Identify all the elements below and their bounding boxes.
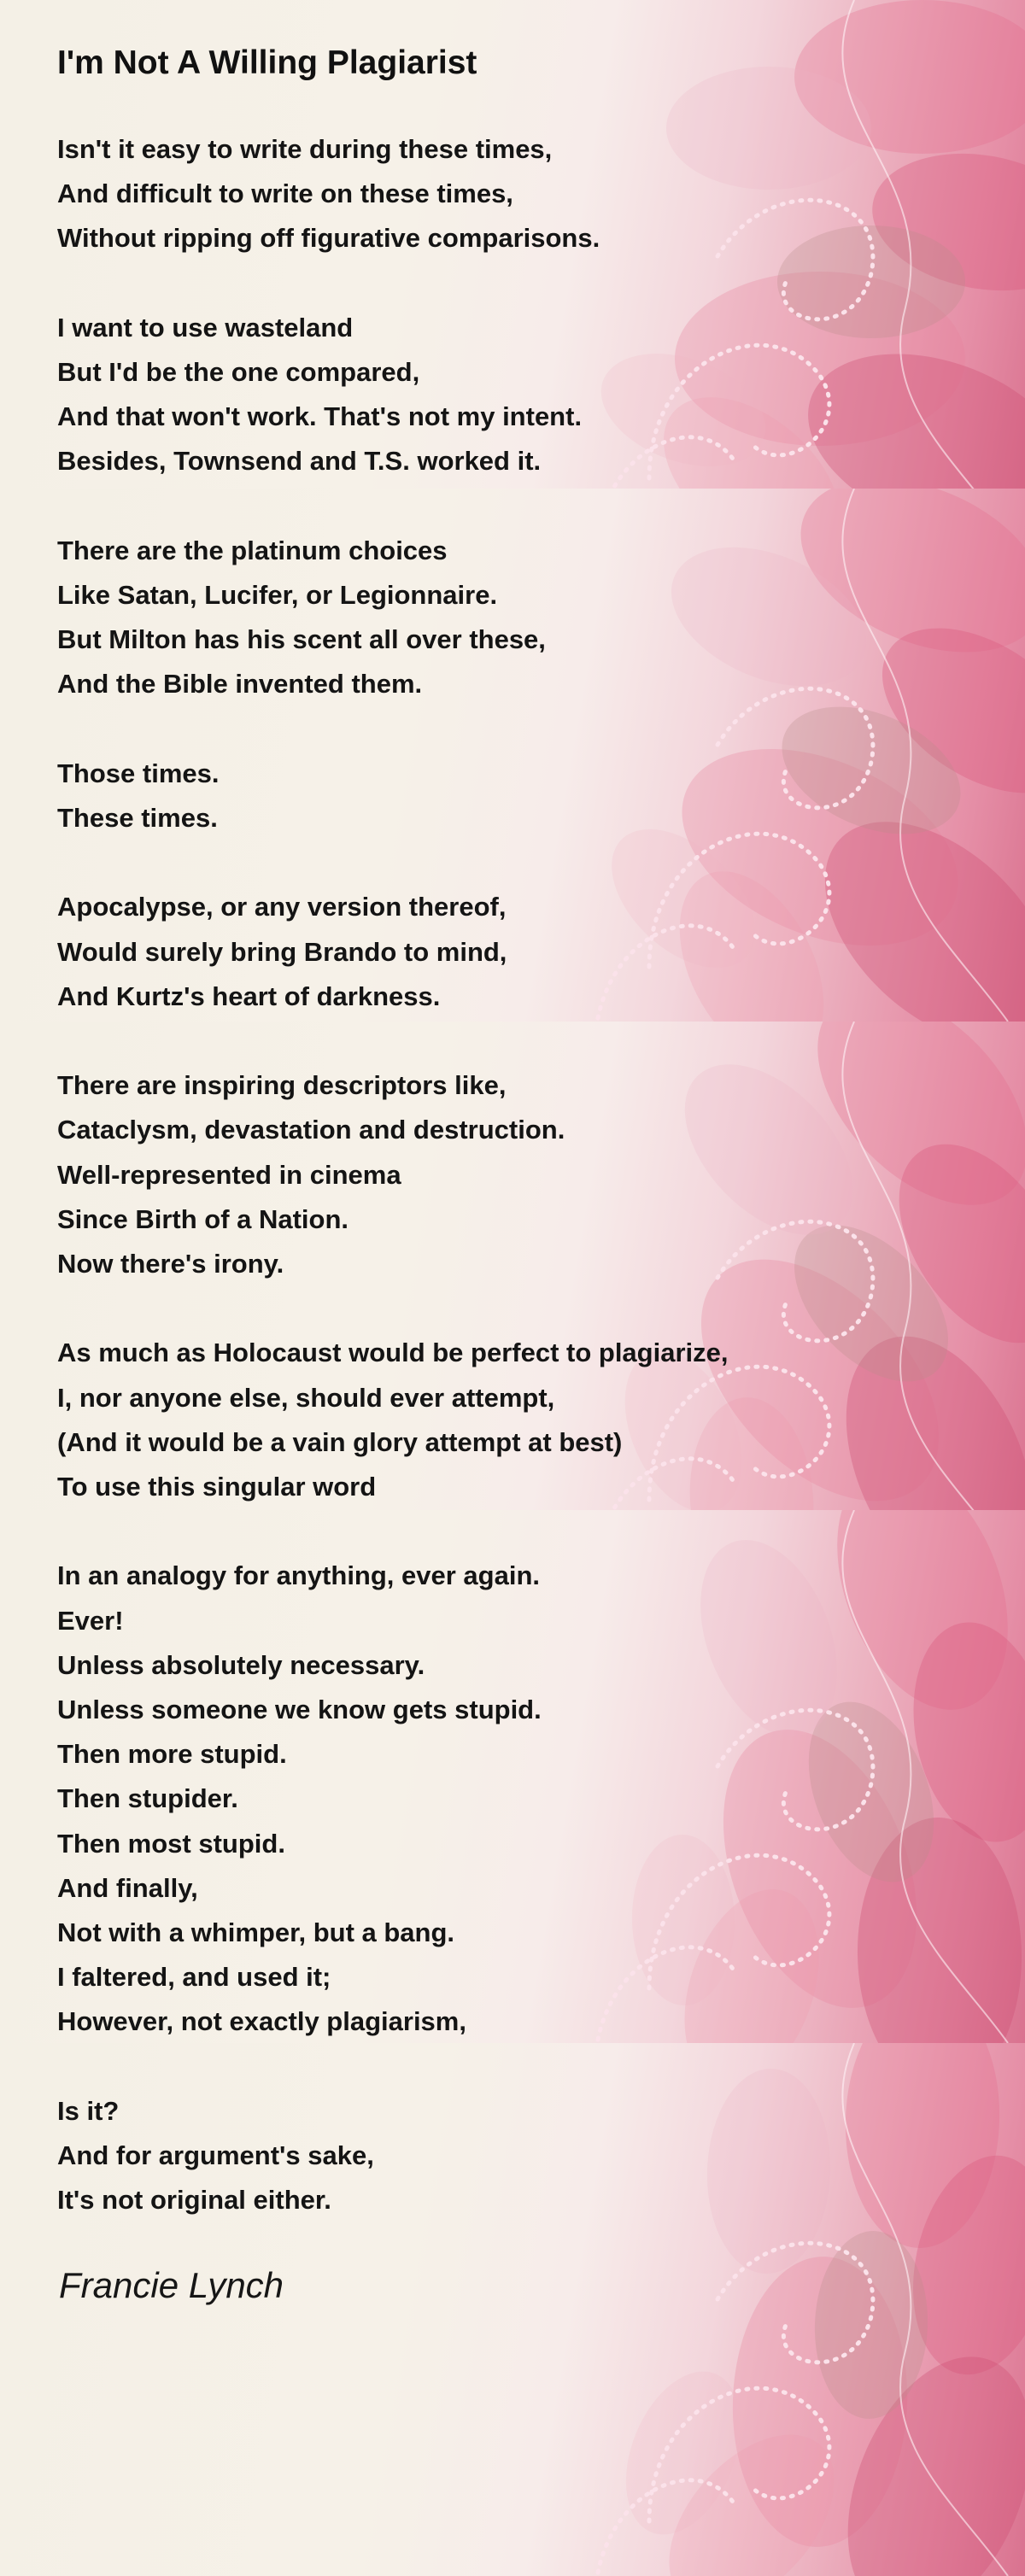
poem-line: I, nor anyone else, should ever attempt, (57, 1383, 555, 1413)
poem-line: Unless absolutely necessary. (57, 1650, 425, 1680)
poem-line: Then stupider. (57, 1783, 238, 1813)
poem-line: Apocalypse, or any version thereof, (57, 892, 507, 922)
poem-line: Unless someone we know gets stupid. (57, 1695, 542, 1724)
poem-line: To use this singular word (57, 1472, 377, 1502)
poem-line: I want to use wasteland (57, 313, 354, 342)
poem-line: Now there's irony. (57, 1249, 284, 1279)
poem-line: However, not exactly plagiarism, (57, 2006, 466, 2036)
poem-line: And the Bible invented them. (57, 669, 423, 699)
poem-line: In an analogy for anything, ever again. (57, 1560, 541, 1590)
poem-line: Not with a whimper, but a bang. (57, 1917, 455, 1947)
poem-line: Is it? (57, 2096, 120, 2126)
poem-line: And Kurtz's heart of darkness. (57, 981, 441, 1011)
poem-line: But Milton has his scent all over these, (57, 624, 546, 654)
poem-line: I faltered, and used it; (57, 1962, 331, 1992)
poem-line: These times. (57, 803, 218, 833)
poem-line: And that won't work. That's not my intent. (57, 401, 583, 431)
poem-line: Then most stupid. (57, 1829, 285, 1859)
poem-line: Cataclysm, devastation and destruction. (57, 1115, 565, 1145)
floral-pattern-icon (0, 2043, 1025, 2576)
poem-line: Then more stupid. (57, 1739, 287, 1769)
poem-line: And finally, (57, 1873, 198, 1903)
poem-line: Since Birth of a Nation. (57, 1204, 349, 1234)
poem-line: As much as Holocaust would be perfect to plagiarize, (57, 1338, 729, 1367)
poem-line: Well-represented in cinema (57, 1160, 401, 1190)
poem-author: Francie Lynch (59, 2265, 284, 2305)
poem-line: And difficult to write on these times, (57, 179, 513, 208)
floral-background-tile (0, 2043, 1025, 2576)
poem-line: Without ripping off figurative comparisons. (57, 223, 600, 253)
poem-line: But I'd be the one compared, (57, 357, 420, 387)
poem-line: Besides, Townsend and T.S. worked it. (57, 446, 542, 476)
poem-line: (And it would be a vain glory attempt at best) (57, 1427, 623, 1457)
poem-line: Isn't it easy to write during these times, (57, 134, 553, 164)
poem-line: Like Satan, Lucifer, or Legionnaire. (57, 580, 498, 610)
poem-title: I'm Not A Willing Plagiarist (57, 44, 477, 81)
poem-line: There are the platinum choices (57, 536, 448, 565)
poem-line: Would surely bring Brando to mind, (57, 937, 507, 967)
poem-line: Ever! (57, 1606, 124, 1636)
poem-line: And for argument's sake, (57, 2140, 374, 2170)
poem-line: It's not original either. (57, 2185, 331, 2215)
poem-line: Those times. (57, 758, 220, 788)
poem-line: There are inspiring descriptors like, (57, 1070, 507, 1100)
